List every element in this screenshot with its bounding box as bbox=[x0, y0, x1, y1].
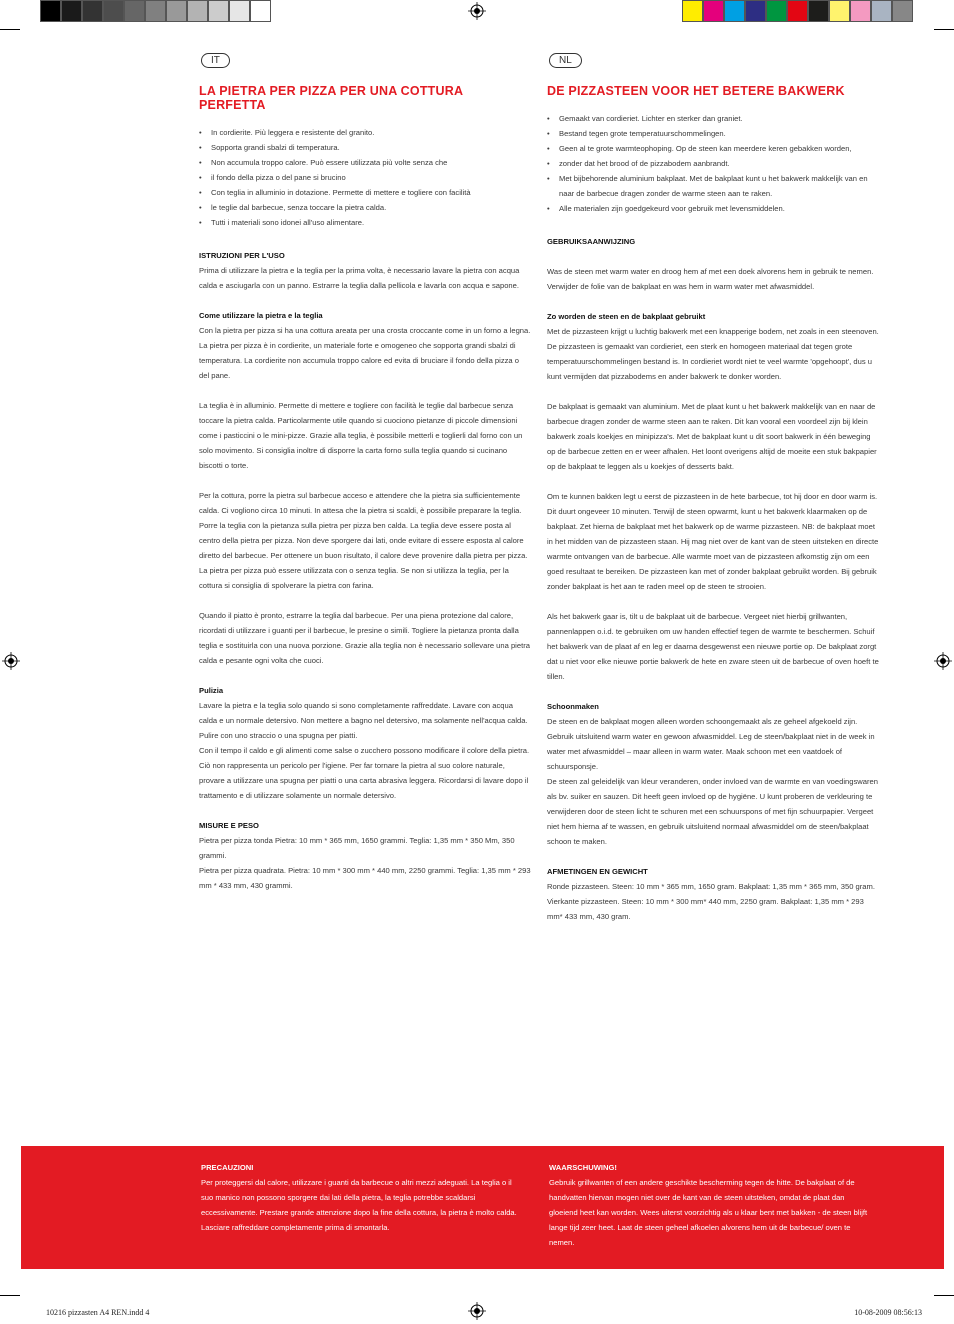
come-paragraph: La teglia è in alluminio. Permette di mettere e togliere con facilità le teglie dal barbecue senza toccare la pietra calda. Particolarmente utile quando si cuociono pietanze di piccole dimensioni come i pasticcini o le mini-pizze. Grazie alla teglia, è possibile metterli e toglierli dal forno con un solo movimento. Si consiglia inoltre di disporre la carta forno sulla teglia quando si cucinano biscotti o torte. bbox=[199, 401, 523, 470]
feature-list-item: • Con teglia in alluminio in dotazione. Permette di mettere e togliere con facilità bbox=[211, 185, 531, 200]
feature-list-item: • Sopporta grandi sbalzi di temperatura. bbox=[211, 140, 531, 155]
schoon-paragraph: De steen en de bakplaat mogen alleen worden schoongemaakt als ze geheel afgekoeld zijn. Gebruik uitsluitend warm water en gewoon afwasmiddel. Leg de steen/bakplaat niet in de week in water met afwasmiddel – maar alleen in warm water. Maak schoon met een vaatdoek of schuursponsje. bbox=[547, 717, 875, 771]
pulizia-heading: Pulizia bbox=[199, 686, 224, 695]
print-swatch bbox=[724, 0, 745, 22]
print-swatch bbox=[850, 0, 871, 22]
print-swatch bbox=[250, 0, 271, 22]
zo-paragraph: Met de pizzasteen krijgt u luchtig bakwerk met een knapperige bodem, net zoals in een steenoven. De pizzasteen is gemaakt van cordieriet, een sterk en homogeen materiaal dat tegen grote temperatuurschommelingen bestand is. In cordieriet wordt niet te veel warmte 'opgehoopt', dus u kunt vermijden dat pizzabodems en ander bakwerk te donker worden. bbox=[547, 327, 879, 381]
print-swatch bbox=[145, 0, 166, 22]
registration-mark-icon bbox=[934, 652, 952, 670]
footer-date: 10-08-2009 08:56:13 bbox=[854, 1308, 922, 1317]
crop-mark bbox=[934, 1295, 954, 1296]
language-badge-nl: NL bbox=[549, 53, 582, 68]
print-swatch bbox=[124, 0, 145, 22]
print-swatch bbox=[745, 0, 766, 22]
print-swatch bbox=[787, 0, 808, 22]
print-swatch bbox=[892, 0, 913, 22]
misure-heading: MISURE E PESO bbox=[199, 821, 259, 830]
come-paragraph: La pietra per pizza è in cordierite, un materiale forte e omogeneo che sopporta grandi sbalzi di temperatura. La cordierite non accumula troppo calore ed evita di bruciare il fondo della pizza o del pane. bbox=[199, 341, 519, 380]
print-swatch bbox=[82, 0, 103, 22]
feature-list-item: • Non accumula troppo calore. Può essere utilizzata più volte senza che bbox=[211, 155, 531, 170]
feature-list-item: • Tutti i materiali sono idonei all'uso alimentare. bbox=[211, 215, 531, 230]
print-swatch bbox=[208, 0, 229, 22]
crop-mark bbox=[934, 29, 954, 30]
print-swatch bbox=[766, 0, 787, 22]
come-heading: Come utilizzare la pietra e la teglia bbox=[199, 311, 323, 320]
zo-paragraph: Als het bakwerk gaar is, tilt u de bakplaat uit de barbecue. Vergeet niet hierbij grillwanten, pannenlappen o.i.d. te gebruiken om uw handen effectief tegen de warmte te beschermen. Schuif het bakwerk van de plaat af en leg er daarna desgewenst een nieuwe portie op. De bakplaat zorgt dat u niet voor elke nieuwe portie bakwerk de hete en zware steen uit de barbecue of oven hoeft te tillen. bbox=[547, 612, 879, 681]
istruzioni-text: Prima di utilizzare la pietra e la teglia per la prima volta, è necessario lavare la pietra con acqua calda e asciugarla con un panno. Estrarre la teglia dalla pellicola e lavarla con acqua e sapone. bbox=[199, 266, 520, 290]
print-swatch bbox=[166, 0, 187, 22]
print-swatch bbox=[229, 0, 250, 22]
registration-mark-icon bbox=[468, 2, 486, 20]
come-paragraph: Con la pietra per pizza si ha una cottura areata per una crosta croccante come in un forno a legna. bbox=[199, 326, 531, 335]
print-swatch bbox=[40, 0, 61, 22]
print-swatch bbox=[703, 0, 724, 22]
dutch-column bbox=[547, 50, 879, 924]
schoon-paragraph: De steen zal geleidelijk van kleur veranderen, onder invloed van de warmte en van voedingswaren als bv. suiker en sauzen. Dit heeft geen invloed op de hygiëne. U kunt proberen de verkleuring te verwijderen door de steen licht te schuren met een schuurspons of met fijn schuurpapier. Vergeet niet hem hierna af te wassen, en gebruik uitsluitend normaal afwasmiddel om de steen/bakplaat schoon te maken. bbox=[547, 777, 878, 846]
print-swatch bbox=[187, 0, 208, 22]
feature-list-item: • Geen al te grote warmteophoping. Op de steen kan meerdere keren gebakken worden, bbox=[559, 141, 879, 156]
language-badge-it: IT bbox=[201, 53, 230, 68]
feature-list-item: • zonder dat het brood of de pizzabodem aanbrandt. bbox=[559, 156, 879, 171]
waarschuwing-text: Gebruik grillwanten of een andere geschikte bescherming tegen de hitte. De bakplaat of de handvatten hiervan mogen niet over de kant van de steen uitsteken, omdat de plaat dan gloeiend heet kan worden. Wees uiterst voorzichtig als u klaar bent met bakken - de steen blijft lange tijd zeer heet. Laat de steen geheel afkoelen alvorens hem uit de barbecue/ oven te nemen. bbox=[549, 1178, 868, 1247]
feature-list-item: • Bestand tegen grote temperatuurschommelingen. bbox=[559, 126, 879, 141]
warning-band bbox=[21, 1146, 944, 1269]
precauzioni-text: Per proteggersi dal calore, utilizzare i guanti da barbecue o altri mezzi adeguati. La teglia o il suo manico non possono sporgere dai lati della pietra, la teglia potrebbe scaldarsi eccessivamente. Prestare grande attenzione dopo la fine della cottura, la pietra è molto calda. Lasciare raffreddare completamente prima di smontarla. bbox=[201, 1178, 517, 1232]
misure-paragraph: Pietra per pizza tonda Pietra: 10 mm * 365 mm, 1650 grammi. Teglia: 1,35 mm * 350 Mm, 350 grammi. bbox=[199, 836, 515, 860]
dutch-feature-list bbox=[547, 111, 879, 216]
precauzioni-heading: PRECAUZIONI bbox=[201, 1163, 254, 1172]
feature-list-item: • Met bijbehorende aluminium bakplaat. Met de bakplaat kunt u het bakwerk makkelijk van en naar de barbecue dragen zonder de warme steen aan te raken. bbox=[559, 171, 879, 201]
pulizia-paragraph: Lavare la pietra e la teglia solo quando si sono completamente raffreddate. Lavare con acqua calda e un normale detersivo. Non mettere a bagno nel detersivo, ma solamente nell'acqua calda. Pulire con uno straccio o una spugna per piatti. bbox=[199, 701, 528, 740]
schoon-heading: Schoonmaken bbox=[547, 702, 599, 711]
zo-heading: Zo worden de steen en de bakplaat gebruikt bbox=[547, 312, 706, 321]
feature-list-item: • le teglie dal barbecue, senza toccare la pietra calda. bbox=[211, 200, 531, 215]
feature-list-item: • il fondo della pizza o del pane si brucino bbox=[211, 170, 531, 185]
come-paragraph: Quando il piatto è pronto, estrarre la teglia dal barbecue. Per una piena protezione dal calore, ricordati di utilizzare i guanti per il barbecue, le presine o simili. Togliere la pietanza pronta dalla teglia e sostituirla con una nuova porzione. Grazie alla teglia non è necessario sollevare una pietra calda e pesante ogni volta che cuoci. bbox=[199, 611, 530, 665]
afm-heading: AFMETINGEN EN GEWICHT bbox=[547, 867, 648, 876]
print-swatch bbox=[829, 0, 850, 22]
italian-warning bbox=[201, 1160, 521, 1235]
dutch-warning bbox=[549, 1160, 869, 1250]
gebruik-text: Was de steen met warm water en droog hem af met een doek alvorens hem in gebruik te nemen. Verwijder de folie van de bakplaat en was hem in warm water met afwasmiddel. bbox=[547, 267, 874, 291]
print-swatch bbox=[103, 0, 124, 22]
italian-title: LA PIETRA PER PIZZA PER UNA COTTURA PERFETTA bbox=[199, 84, 463, 112]
afm-paragraph: Ronde pizzasteen. Steen: 10 mm * 365 mm, 1650 gram. Bakplaat: 1,35 mm * 365 mm, 350 gram. bbox=[547, 882, 875, 891]
crop-mark bbox=[0, 29, 20, 30]
feature-list-item: • Gemaakt van cordieriet. Lichter en sterker dan graniet. bbox=[559, 111, 879, 126]
italian-column bbox=[199, 50, 531, 893]
gebruik-heading: GEBRUIKSAANWIJZING bbox=[547, 237, 636, 246]
zo-paragraph: Om te kunnen bakken legt u eerst de pizzasteen in de hete barbecue, tot hij door en door warm is. Dit duurt ongeveer 10 minuten. Terwijl de steen opwarmt, kunt u het bakwerk klaarmaken op de bakplaat. Zet hierna de bakplaat met het bakwerk op de warme pizzasteen. NB: de bakplaat moet in het midden van de pizzasteen staan. Hij mag niet over de kant van de steen uitsteken en directe warmte ontvangen van de barbecue. Alle warmte moet van de pizzasteen afkomstig zijn om een goed resultaat te bereiken. De pizzasteen kan met of zonder bakplaat gebruikt worden. Bij gebruik zonder bakplaat is het aan te raden meel op de steen te strooien. bbox=[547, 492, 879, 591]
istruzioni-heading: ISTRUZIONI PER L'USO bbox=[199, 251, 285, 260]
print-swatch bbox=[61, 0, 82, 22]
feature-list-item: • Alle materialen zijn goedgekeurd voor gebruik met levensmiddelen. bbox=[559, 201, 879, 216]
zo-paragraph: De bakplaat is gemaakt van aluminium. Met de plaat kunt u het bakwerk makkelijk van en naar de barbecue dragen zonder de warme steen aan te raken. Dit kan vooral een voordeel zijn bij klein bakwerk zoals koekjes en minipizza's. Met de bakplaat kunt u dit soort bakwerk in één beweging op de barbecue zetten en er weer afhalen. Het loont overigens altijd de moeite een stuk bakpapier op de bakplaat te leggen als u koekjes of desserts bakt. bbox=[547, 402, 877, 471]
pulizia-paragraph: Con il tempo il caldo e gli alimenti come salse o zucchero possono modificare il colore della pietra. Ciò non rappresenta un pericolo per l'igiene. Per far tornare la pietra al suo colore naturale, provare a utilizzare una spugna per piatti o una carta abrasiva leggera. Ricordarsi di lavare dopo il trattamento e di utilizzare solamente un normale detersivo. bbox=[199, 746, 530, 800]
italian-feature-list bbox=[199, 125, 531, 230]
dutch-title: DE PIZZASTEEN VOOR HET BETERE BAKWERK bbox=[547, 84, 845, 98]
waarschuwing-heading: WAARSCHUWING! bbox=[549, 1163, 617, 1172]
misure-paragraph: Pietra per pizza quadrata. Pietra: 10 mm * 300 mm * 440 mm, 2250 grammi. Teglia: 1,35 mm * 293 mm * 433 mm, 430 grammi. bbox=[199, 866, 531, 890]
registration-mark-icon bbox=[468, 1302, 486, 1320]
afm-paragraph: Vierkante pizzasteen. Steen: 10 mm * 300 mm* 440 mm, 2250 gram. Bakplaat: 1,35 mm * 293 mm* 433 mm, 430 gram. bbox=[547, 897, 864, 921]
print-swatch bbox=[682, 0, 703, 22]
registration-mark-icon bbox=[2, 652, 20, 670]
come-paragraph: Per la cottura, porre la pietra sul barbecue acceso e attendere che la pietra sia sufficientemente calda. Ci vogliono circa 10 minuti. In attesa che la pietra si scaldi, è possibile preparare la teglia. Porre la teglia con la pietanza sulla pietra per pizza ben calda. La teglia deve essere posta al centro della pietra per pizza. Non deve sporgere dai lati, onde evitare di essere esposta al calore diretto del barbecue. Per ottenere un buon risultato, il calore deve provenire dalla pietra per pizza. La pietra per pizza può essere utilizzata con o senza teglia. Se non si utilizza la teglia, per la cottura si consiglia di spolverare la pietra con farina. bbox=[199, 491, 528, 590]
feature-list-item: • In cordierite. Più leggera e resistente del granito. bbox=[211, 125, 531, 140]
print-swatch bbox=[808, 0, 829, 22]
print-swatch bbox=[871, 0, 892, 22]
crop-mark bbox=[0, 1295, 20, 1296]
footer-file-name: 10216 pizzasten A4 REN.indd 4 bbox=[46, 1308, 150, 1317]
